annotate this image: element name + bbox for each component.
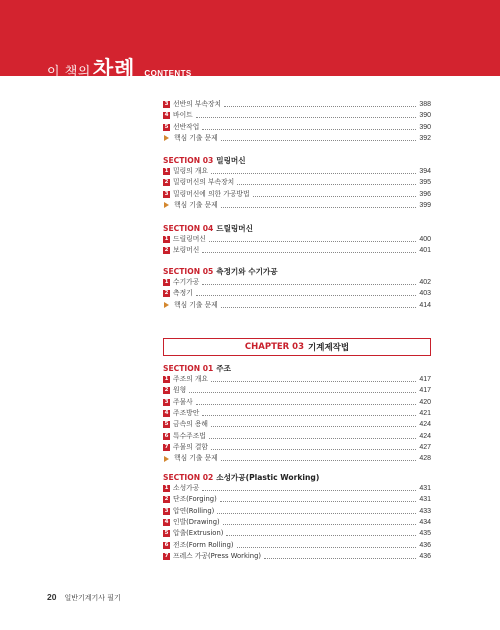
- toc-entry-label: 밀링머신의 부속장치: [173, 178, 235, 187]
- section-heading: [163, 363, 231, 374]
- book-title: 일반기계기사 필기: [64, 594, 121, 602]
- toc-entry-page: 392: [419, 134, 431, 142]
- toc-entry-label: 밀링머신에 의한 가공방법: [173, 189, 250, 198]
- dot-leader: [196, 404, 417, 405]
- chapter-code: CHAPTER 03: [244, 342, 305, 352]
- toc-entry[interactable]: [163, 122, 431, 133]
- item-number-badge: 4: [164, 409, 169, 416]
- item-number-badge: 7: [164, 552, 169, 559]
- dot-leader: [253, 196, 417, 197]
- toc-entry-page: 417: [419, 387, 431, 395]
- triangle-arrow-icon: [164, 202, 169, 208]
- item-number-badge: 5: [164, 530, 169, 537]
- toc-entry-label: 전조(Form Rolling): [173, 540, 234, 549]
- toc-entry-page: 403: [419, 290, 431, 298]
- item-number-badge: 1: [164, 236, 169, 242]
- toc-entry-label: 주조방안: [173, 408, 200, 417]
- section-heading: [163, 472, 319, 483]
- toc-entry-page: 431: [419, 496, 431, 504]
- toc-entry-page: 396: [419, 190, 431, 198]
- toc-entry-label: 주물사: [173, 397, 193, 406]
- toc-entry-page: 394: [419, 168, 431, 175]
- toc-entry-page: 431: [419, 485, 431, 492]
- toc-entry-label: 단조(Forging): [173, 495, 217, 504]
- toc-entry[interactable]: [163, 483, 431, 494]
- dot-leader: [202, 490, 416, 491]
- item-number-badge: 1: [164, 485, 169, 491]
- dot-leader: [220, 501, 417, 502]
- item-number-badge: 1: [164, 376, 169, 382]
- toc-entry-label: 금속의 용해: [173, 420, 208, 429]
- title-english: CONTENTS: [144, 69, 192, 78]
- section-code: SECTION 01: [163, 364, 214, 373]
- page-title: [47, 53, 192, 83]
- item-number-badge: 3: [164, 507, 169, 514]
- toc-entry-page: 436: [419, 552, 431, 560]
- chapter-name: 기계제작법: [308, 343, 350, 353]
- toc-entry[interactable]: [163, 494, 431, 505]
- toc-entry-page: 420: [419, 398, 431, 406]
- triangle-arrow-icon: [164, 456, 169, 462]
- toc-entry-page: 395: [419, 179, 431, 187]
- toc-entry-page: 424: [419, 421, 431, 429]
- toc-entry-page: 399: [419, 201, 431, 209]
- toc-entry-page: 435: [419, 530, 431, 538]
- item-number-badge: 7: [164, 443, 169, 450]
- dot-leader: [202, 252, 416, 253]
- dot-leader: [202, 129, 416, 130]
- item-number-badge: 2: [164, 290, 169, 297]
- toc-entry[interactable]: [163, 431, 431, 442]
- toc-entry-page: 388: [419, 101, 431, 108]
- toc-entry-page: 427: [419, 443, 431, 451]
- toc-entry-label: 압연(Rolling): [173, 506, 215, 515]
- toc-entry-page: 421: [419, 409, 431, 417]
- item-number-badge: 5: [164, 123, 169, 130]
- toc-entry[interactable]: [163, 177, 431, 188]
- toc-entry-label: 소성가공: [173, 484, 200, 492]
- section-code: SECTION 02: [163, 473, 214, 482]
- toc-entry[interactable]: [163, 517, 431, 528]
- section-name: 소성가공(Plastic Working): [216, 473, 320, 482]
- toc-entry-page: 436: [419, 541, 431, 549]
- toc-entry[interactable]: [163, 110, 431, 121]
- toc-entry-label: 주조의 개요: [173, 375, 208, 383]
- dot-leader: [237, 184, 416, 185]
- toc-entry[interactable]: [163, 166, 431, 177]
- toc-entry[interactable]: [163, 99, 431, 110]
- toc-entry-label: 원형: [173, 386, 187, 395]
- toc-entry-label: 측정기: [173, 289, 193, 298]
- toc-entry[interactable]: [163, 200, 431, 211]
- toc-entry-label: 수기가공: [173, 278, 200, 286]
- item-number-badge: 5: [164, 421, 169, 428]
- toc-entry-label: 인발(Drawing): [173, 517, 220, 526]
- title-big: 차례: [92, 57, 136, 81]
- item-number-badge: 6: [164, 432, 169, 439]
- toc-entry[interactable]: [163, 408, 431, 419]
- triangle-arrow-icon: [164, 135, 169, 141]
- toc-entry-page: 417: [419, 376, 431, 383]
- dot-leader: [209, 438, 416, 439]
- item-number-badge: 2: [164, 496, 169, 503]
- item-number-badge: 4: [164, 518, 169, 525]
- section-code: SECTION 05: [163, 267, 214, 276]
- toc-entry[interactable]: [163, 397, 431, 408]
- dot-leader: [202, 284, 416, 285]
- dot-leader: [211, 449, 416, 450]
- dot-leader: [221, 460, 417, 461]
- toc-entry[interactable]: [163, 540, 431, 551]
- dot-leader: [221, 140, 417, 141]
- toc-entry-page: 390: [419, 123, 431, 131]
- item-number-badge: 1: [164, 279, 169, 285]
- toc-entry[interactable]: [163, 374, 431, 385]
- dot-leader: [211, 173, 416, 174]
- dot-leader: [221, 307, 417, 308]
- dot-leader: [217, 513, 416, 514]
- toc-entry-page: 428: [419, 455, 431, 463]
- item-number-badge: 1: [164, 168, 169, 174]
- toc-entry-label: 바이트: [173, 111, 193, 120]
- toc-entry-label: 압출(Extrusion): [173, 529, 224, 538]
- header-banner: [0, 0, 500, 81]
- item-number-badge: 3: [164, 101, 169, 107]
- section-name: 밀링머신: [216, 156, 246, 165]
- toc-entry-page: 433: [419, 507, 431, 515]
- toc-entry-label: 선반작업: [173, 122, 200, 131]
- toc-entry-label: 밀링의 개요: [173, 167, 208, 175]
- toc-entry[interactable]: [163, 189, 431, 200]
- toc-entry[interactable]: [163, 277, 431, 288]
- toc-entry[interactable]: [163, 385, 431, 396]
- toc-entry[interactable]: [163, 419, 431, 430]
- title-small: 이 책의: [47, 65, 91, 80]
- toc-entry-label: 프레스 가공(Press Working): [173, 551, 262, 560]
- dot-leader: [209, 241, 416, 242]
- dot-leader: [196, 117, 417, 118]
- item-number-badge: 2: [164, 387, 169, 394]
- toc-entry[interactable]: [163, 133, 431, 144]
- section-code: SECTION 03: [163, 156, 214, 165]
- section-name: 드릴링머신: [216, 224, 253, 233]
- toc-entry-page: 390: [419, 112, 431, 120]
- toc-entry-page: 414: [419, 301, 431, 309]
- dot-leader: [189, 392, 416, 393]
- toc-entry[interactable]: [163, 288, 431, 299]
- item-number-badge: 3: [164, 398, 169, 405]
- dot-leader: [264, 558, 416, 559]
- toc-entry[interactable]: [163, 453, 431, 464]
- dot-leader: [202, 415, 416, 416]
- dot-leader: [221, 207, 417, 208]
- toc-entry-label: 드릴링머신: [173, 235, 206, 243]
- page-footer: [47, 592, 121, 603]
- section-heading: [163, 223, 253, 234]
- toc-entry-page: 400: [419, 236, 431, 243]
- toc-entry-label: 핵심 기출 문제: [174, 300, 218, 309]
- toc-entry[interactable]: [163, 442, 431, 453]
- toc-entry[interactable]: [163, 506, 431, 517]
- section-name: 주조: [216, 364, 231, 373]
- item-number-badge: 6: [164, 541, 169, 548]
- toc-entry-page: 401: [419, 247, 431, 255]
- dot-leader: [224, 106, 416, 107]
- toc-entry-label: 주물의 결함: [173, 442, 208, 451]
- chapter-heading: [163, 338, 431, 356]
- item-number-badge: 3: [164, 190, 169, 197]
- toc-entry[interactable]: [163, 234, 431, 245]
- toc-entry-label: 선반의 부속장치: [173, 100, 222, 108]
- dot-leader: [226, 535, 416, 536]
- item-number-badge: 4: [164, 112, 169, 119]
- toc-entry[interactable]: [163, 528, 431, 539]
- dot-leader: [211, 381, 416, 382]
- dot-leader: [223, 524, 417, 525]
- toc-entry-page: 402: [419, 279, 431, 286]
- item-number-badge: 2: [164, 179, 169, 186]
- toc-entry[interactable]: [163, 300, 431, 311]
- section-code: SECTION 04: [163, 224, 214, 233]
- dot-leader: [196, 295, 417, 296]
- toc-entry[interactable]: [163, 245, 431, 256]
- triangle-arrow-icon: [164, 302, 169, 308]
- toc-entry-label: 보링머신: [173, 246, 200, 255]
- toc-entry-label: 핵심 기출 문제: [174, 454, 218, 463]
- section-heading: [163, 155, 246, 166]
- section-name: 측정기와 수기가공: [216, 267, 278, 276]
- toc-entry-page: 434: [419, 518, 431, 526]
- toc-entry-label: 핵심 기출 문제: [174, 200, 218, 209]
- toc-entry-label: 특수주조법: [173, 431, 206, 440]
- toc-entry[interactable]: [163, 551, 431, 562]
- item-number-badge: 2: [164, 247, 169, 254]
- toc-entry-page: 424: [419, 432, 431, 440]
- dot-leader: [211, 426, 416, 427]
- page-number: 20: [47, 592, 57, 602]
- section-heading: [163, 266, 278, 277]
- dot-leader: [237, 547, 417, 548]
- toc-entry-label: 핵심 기출 문제: [174, 133, 218, 142]
